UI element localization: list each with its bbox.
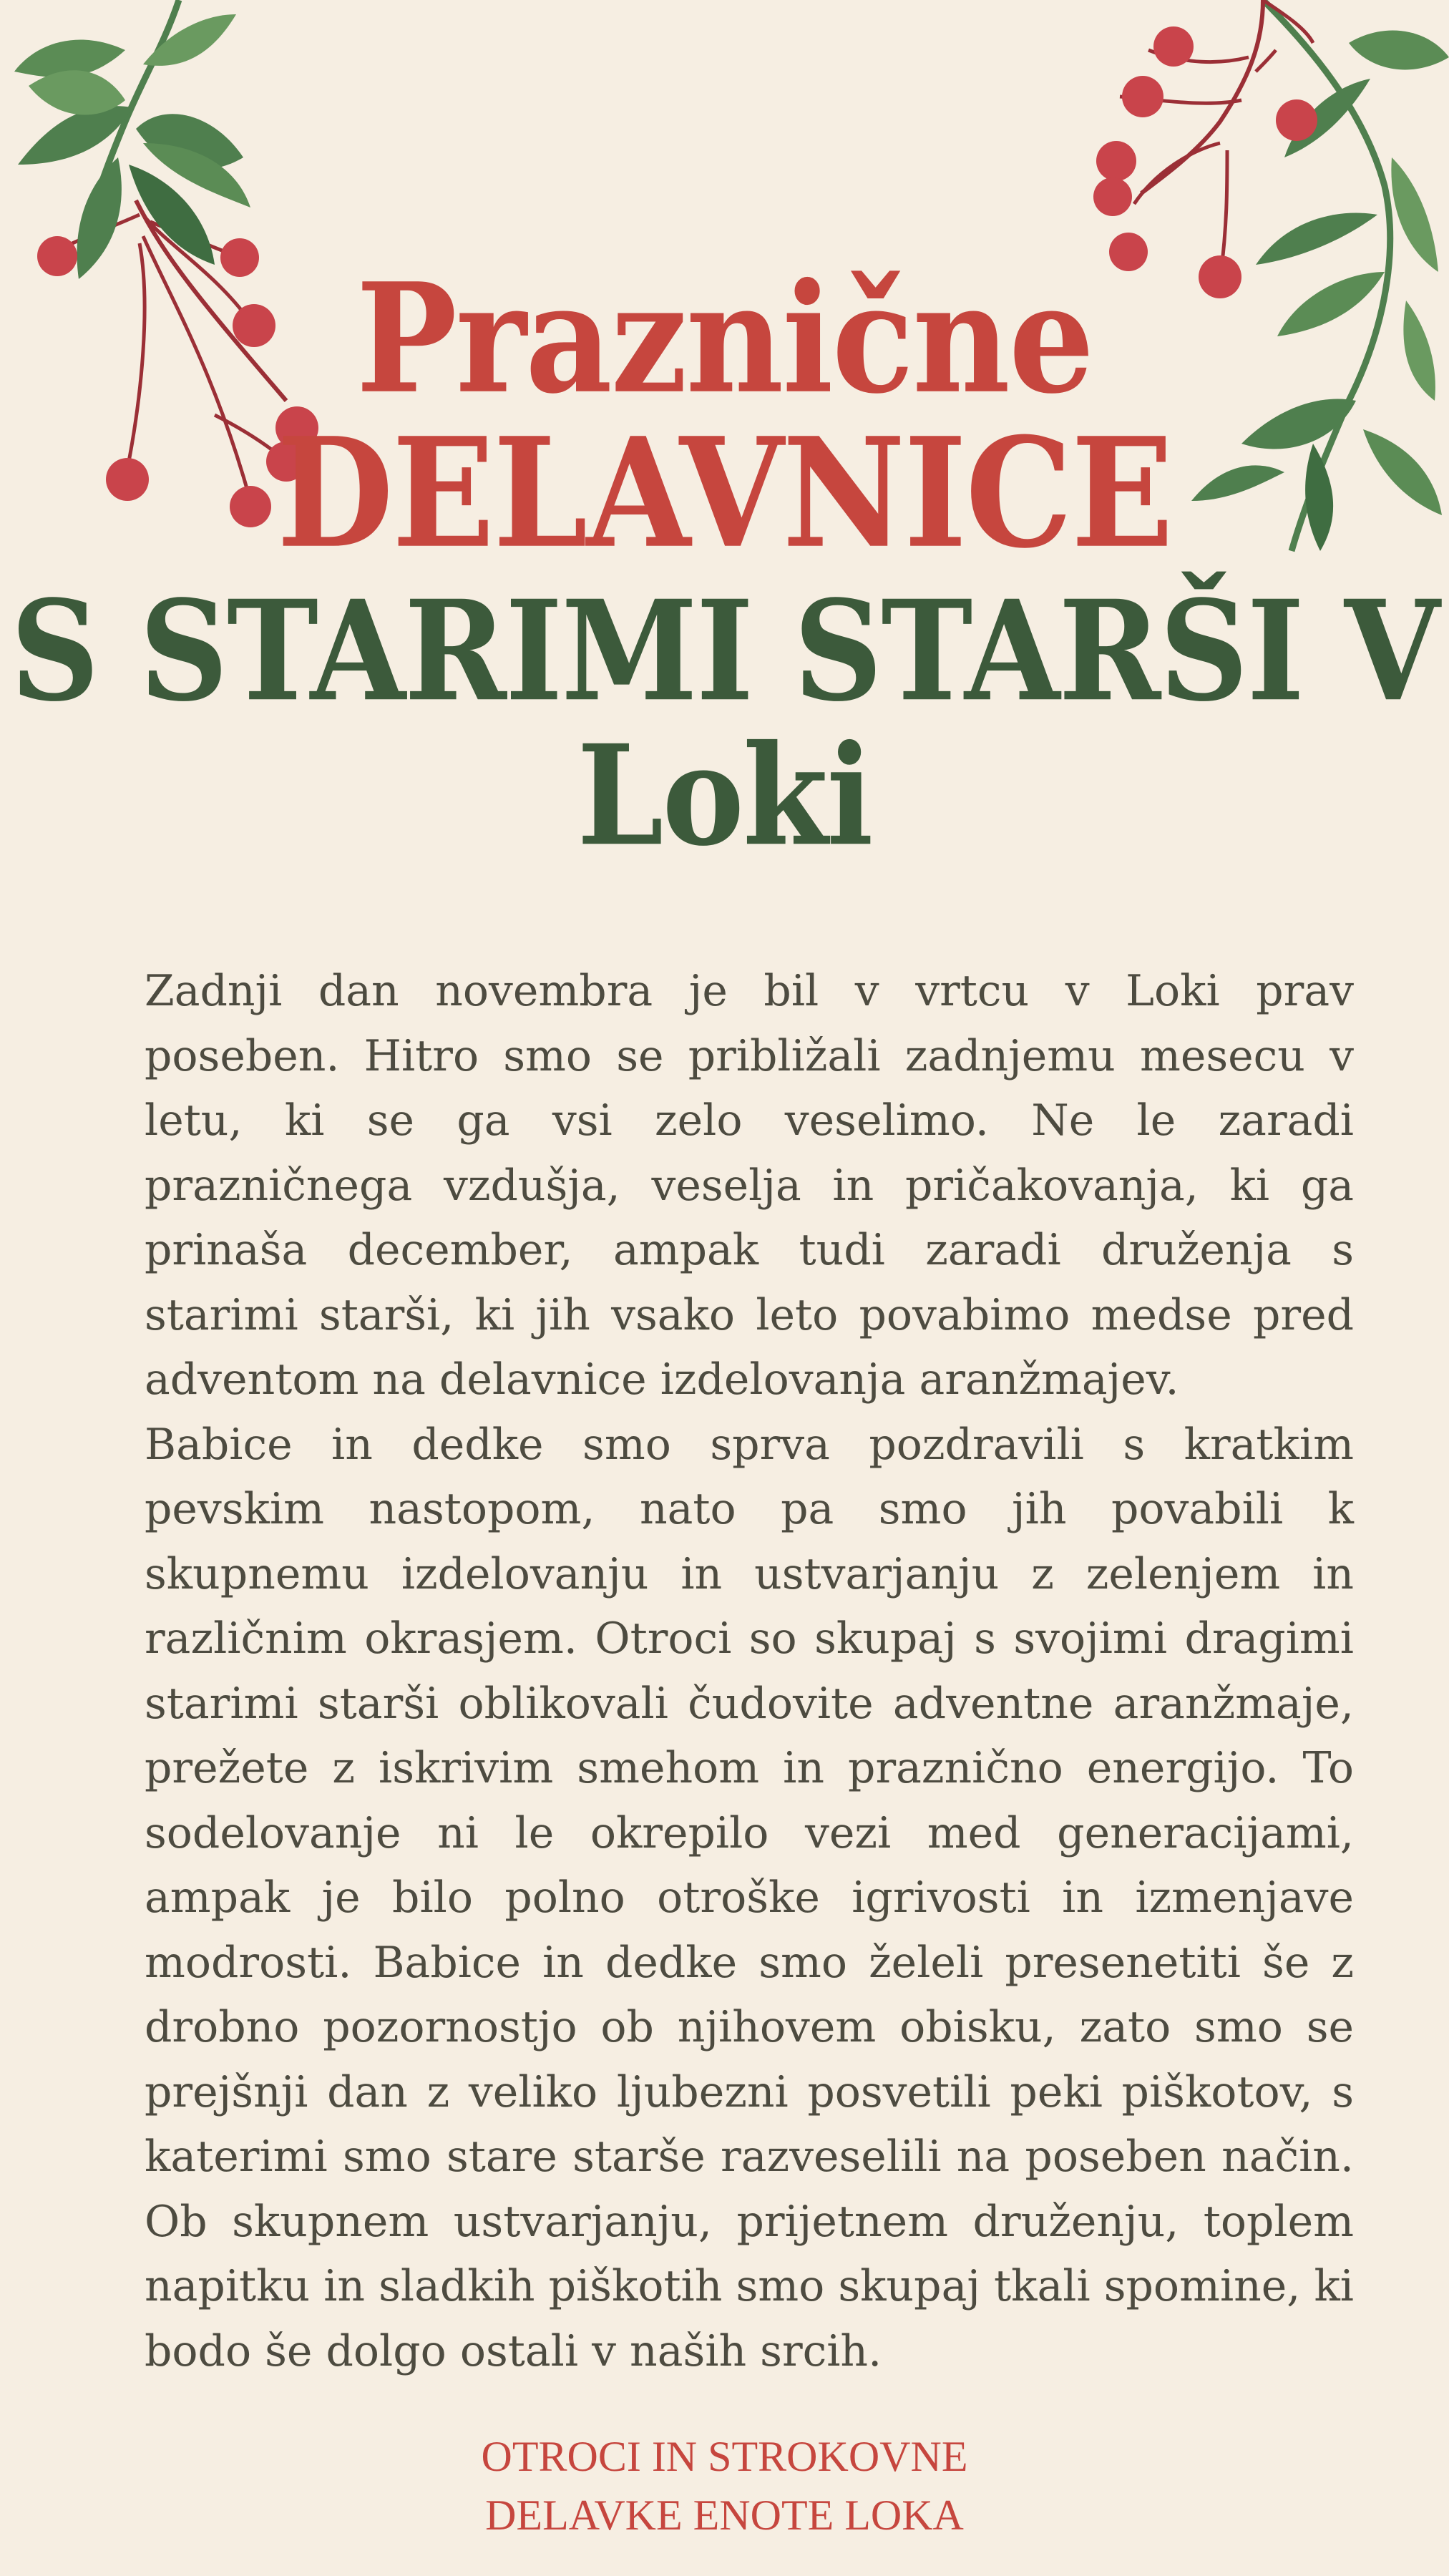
page-title bbox=[0, 243, 1449, 877]
berry bbox=[1276, 99, 1317, 141]
signature-line-2: DELAVKE ENOTE LOKA bbox=[485, 2492, 964, 2539]
signature bbox=[0, 2427, 1449, 2545]
leaf bbox=[18, 106, 132, 165]
article-body bbox=[145, 959, 1354, 2384]
title-line-2: DELAVNICE bbox=[276, 404, 1173, 582]
title-line-3: S STARIMI STARŠI V bbox=[10, 569, 1439, 733]
article-paragraph-1: Zadnji dan novembra je bil v vrtcu v Loki prav poseben. Hitro smo se približali zadnjemu mesecu v letu, ki se ga vsi zelo veselimo. Ne le zaradi prazničnega vzdušja, veselja in pričakovanja, ki ga prinaša december, ampak tudi zaradi druženja s starimi starši, ki jih vsako leto povabimo medse pred adventom na delavnice izdelovanja aranžmajev. bbox=[145, 966, 1354, 1405]
signature-line-1: OTROCI IN STROKOVNE bbox=[481, 2433, 968, 2480]
article-paragraph-2: Babice in dedke smo sprva pozdravili s kratkim pevskim nastopom, nato pa smo jih povabili k skupnemu izdelovanju in ustvarjanju z zelenjem in različnim okrasjem. Otroci so skupaj s svojimi dragimi starimi starši oblikovali čudovite adventne aranžmaje, prežete z iskrivim smehom in praznično energijo. To sodelovanje ni le okrepilo vezi med generacijami, ampak je bilo polno otroške igrivosti in izmenjave modrosti. Babice in dedke smo želeli presenetiti še z drobno pozornostjo ob njihovem obisku, zato smo se prejšnji dan z veliko ljubezni posvetili peki piškotov, s katerimi smo stare starše razveselili na poseben način. Ob skupnem ustvarjanju, prijetnem druženju, toplem napitku in sladkih piškotih smo skupaj tkali spomine, ki bodo še dolgo ostali v naših srcih. bbox=[145, 1419, 1354, 2376]
berry bbox=[1153, 26, 1194, 67]
title-line-4: Loki bbox=[577, 713, 872, 877]
leaf bbox=[143, 14, 236, 66]
leaf bbox=[29, 70, 125, 114]
berry bbox=[1096, 141, 1136, 181]
title-line-1: Praznične bbox=[356, 250, 1093, 428]
berry bbox=[1093, 177, 1132, 216]
leaf bbox=[1349, 31, 1449, 70]
berry bbox=[1122, 76, 1163, 117]
